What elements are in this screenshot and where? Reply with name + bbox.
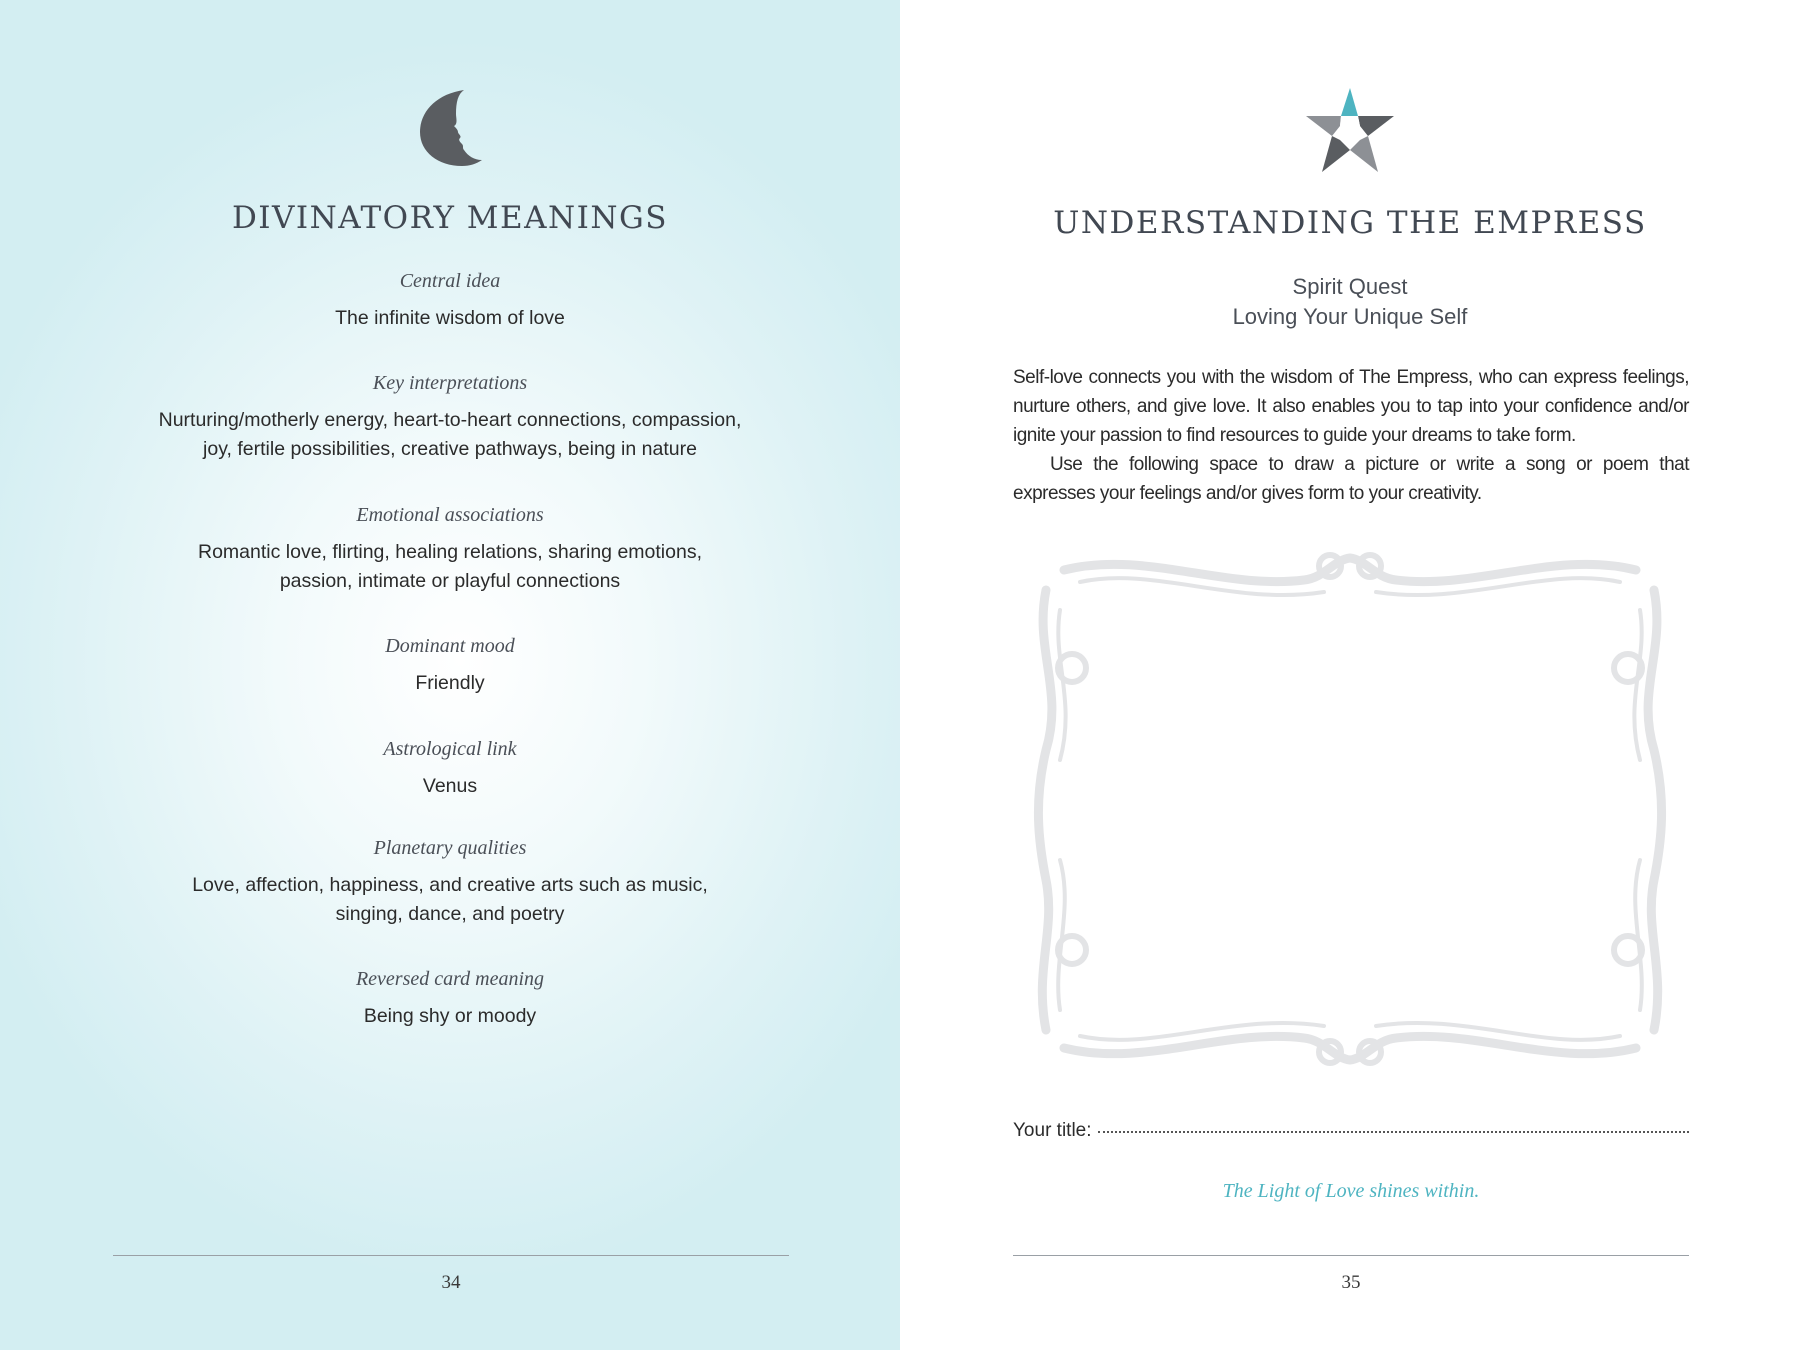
meaning-value: passion, intimate or playful connections [279, 570, 621, 592]
right-page [900, 0, 1801, 1350]
meaning-label: Reversed card meaning [355, 968, 545, 990]
meaning-label: Central idea [399, 270, 501, 292]
meaning-astrological-link [112, 736, 788, 801]
page-number: 34 [441, 1272, 461, 1293]
meaning-value: Friendly [415, 672, 485, 694]
meaning-emotional-associations [112, 502, 788, 596]
subtitle-spirit-quest: Spirit Quest [1292, 274, 1408, 299]
meaning-value: singing, dance, and poetry [335, 903, 565, 925]
heading-container [1012, 205, 1688, 241]
meaning-value: Venus [422, 775, 478, 797]
star-icon [1304, 86, 1396, 174]
meaning-value: Love, affection, happiness, and creative arts such as music, [192, 874, 708, 896]
meaning-value: joy, fertile possibilities, creative pathways, being in nature [203, 438, 697, 460]
meaning-planetary-qualities [112, 835, 788, 929]
meaning-value: Nurturing/motherly energy, heart-to-heart connections, compassion, [158, 409, 742, 431]
meaning-value: Being shy or moody [363, 1005, 537, 1027]
meaning-value: The infinite wisdom of love [335, 307, 565, 329]
meaning-label: Emotional associations [356, 504, 544, 526]
meaning-label: Astrological link [383, 738, 517, 760]
meaning-key-interpretations [112, 370, 788, 464]
heading-container [112, 200, 788, 236]
meaning-reversed-card [112, 966, 788, 1031]
page-number: 35 [1341, 1272, 1361, 1293]
footer-rule [113, 1255, 789, 1256]
affirmation-text: The Light of Love shines within. [1222, 1180, 1480, 1202]
left-page [0, 0, 900, 1350]
meaning-label: Planetary qualities [373, 837, 527, 859]
meaning-dominant-mood [112, 633, 788, 698]
title-dotted-line[interactable] [1098, 1131, 1689, 1133]
meaning-label: Dominant mood [385, 635, 515, 657]
crescent-moon-face-icon [418, 88, 484, 168]
meaning-central-idea [112, 268, 788, 333]
subtitle-block [1012, 272, 1688, 332]
body-paragraph-1: Self-love connects you with the wisdom of The Empress, who can express feelings, nurture others, and give love. It also enables you to tap into your confidence and/or ignite your passion to find resources to guide your dreams to take form. [1013, 367, 1689, 446]
your-title-field[interactable] [1013, 1120, 1689, 1142]
ornamental-frame[interactable] [1024, 540, 1676, 1078]
body-paragraph-2: Use the following space to draw a picture or write a song or poem that expresses your feelings and/or gives form to your creativity. [1013, 454, 1689, 504]
meaning-value: Romantic love, flirting, healing relations, sharing emotions, [197, 541, 702, 563]
subtitle-loving-self: Loving Your Unique Self [1232, 304, 1468, 329]
page-heading: DIVINATORY MEANINGS [231, 200, 669, 236]
meaning-label: Key interpretations [372, 372, 528, 394]
footer-rule [1013, 1255, 1689, 1256]
page-heading: UNDERSTANDING THE EMPRESS [1053, 205, 1647, 241]
your-title-label: Your title: [1013, 1120, 1092, 1141]
